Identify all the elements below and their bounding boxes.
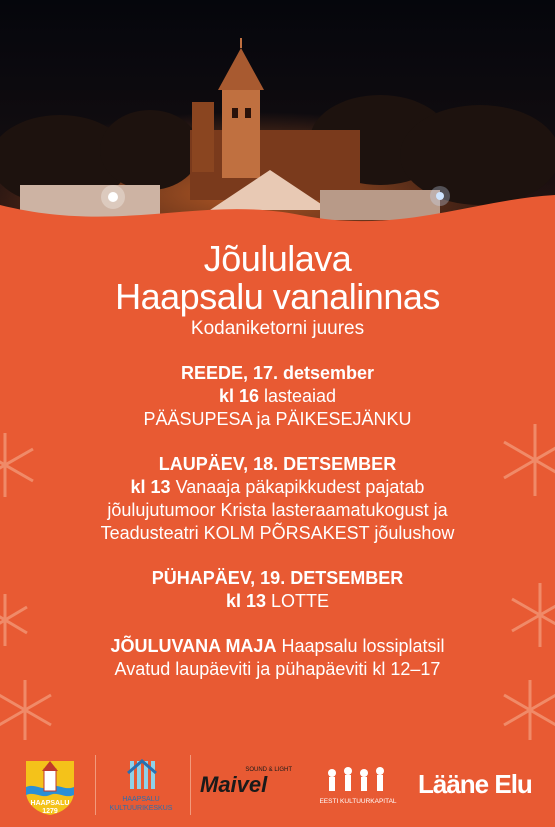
event-day: REEDE, 17. detsember: [180, 363, 375, 383]
kultuurikeskus-logo: [102, 755, 180, 817]
maivel-text: Maivel: [200, 772, 268, 797]
event-day: LAUPÄEV, 18. DETSEMBER: [158, 454, 397, 474]
santa-house: [0, 635, 555, 681]
event-desc: lasteaiad: [264, 386, 337, 406]
logo-divider: [190, 755, 191, 815]
title-line2: Haapsalu vanalinnas: [115, 276, 440, 317]
event-time: kl 13: [130, 477, 171, 497]
subtitle: Kodaniketorni juures: [190, 318, 365, 339]
santa-hours: Avatud laupäeviti ja pühapäeviti kl 12–17: [114, 659, 441, 679]
event-desc: LOTTE: [271, 591, 330, 611]
snowflake-icon: [0, 675, 60, 745]
haapsalu-logo-text1: HAAPSALU: [30, 800, 70, 807]
event-extra: Teadusteatri KOLM PÕRSAKEST jõulushow: [100, 523, 455, 543]
kultuurkapital-text: EESTI KULTUURKAPITAL: [319, 798, 397, 805]
event-saturday: [0, 453, 555, 545]
event-time: kl 16: [218, 386, 259, 406]
event-desc: Vanaaja päkapikkudest pajatab: [175, 477, 425, 497]
event-sunday: [0, 567, 555, 613]
maivel-logo: [200, 767, 292, 799]
santa-location: Haapsalu lossiplatsil: [281, 636, 445, 656]
maivel-small-text: SOUND & LIGHT: [245, 767, 292, 773]
castle-night-photo: [0, 0, 555, 260]
event-content: [0, 240, 555, 681]
kultuurikeskus-text1: HAAPSALU: [122, 796, 160, 803]
sponsor-logos: [0, 745, 555, 827]
kultuurkapital-logo: [318, 761, 398, 811]
kultuurikeskus-text2: KULTUURIKESKUS: [109, 805, 173, 812]
event-extra: jõulujutumoor Krista lasteraamatukogust ja: [107, 500, 448, 520]
poster-title: [0, 240, 555, 316]
snowflake-icon: [495, 675, 555, 745]
title-line1: Jõululava: [203, 238, 352, 279]
event-friday: [0, 362, 555, 431]
santa-name: JÕULUVANA MAJA: [110, 636, 277, 656]
event-extra: PÄÄSUPESA ja PÄIKESEJÄNKU: [143, 409, 412, 429]
event-day: PÜHAPÄEV, 19. DETSEMBER: [151, 568, 404, 588]
haapsalu-logo-text2: 1279: [42, 808, 58, 815]
laane-elu-logo: Lääne Elu: [418, 769, 532, 799]
haapsalu-crest-logo: [20, 757, 80, 817]
event-time: kl 13: [225, 591, 266, 611]
logo-divider: [95, 755, 96, 815]
